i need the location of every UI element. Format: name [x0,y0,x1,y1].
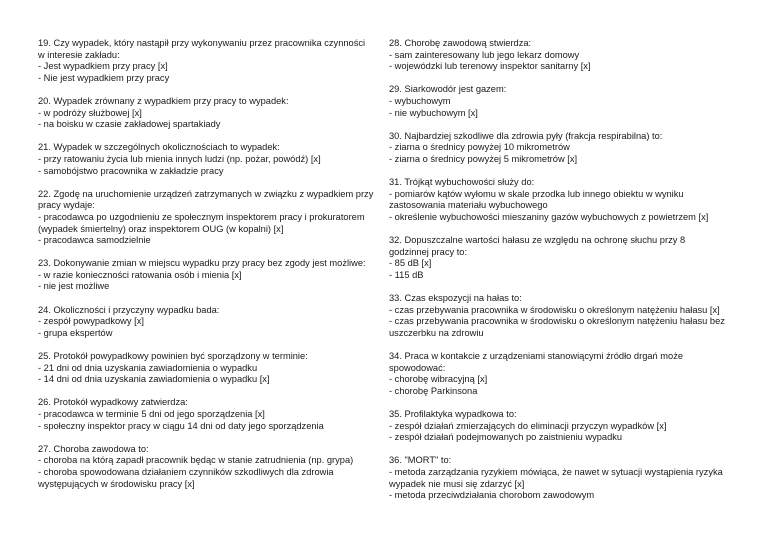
answer-option: - pracodawca samodzielnie [38,235,151,246]
question-text: 30. Najbardziej szkodliwe dla zdrowia pyły (frakcja respirabilna) to: [389,130,663,141]
answer-option: - ziarna o średnicy powyżej 5 mikrometrów [x] [389,153,578,164]
answer-option: - 115 dB [389,269,424,280]
question-text: 26. Protokół wypadkowy zatwierdza: [38,397,188,408]
answer-option: - pracodawca po uzgodnieniu ze społecznym inspektorem pracy i prokuratorem (wypadek śmiertelny) oraz inspektorem OUG (w kopalni) [x] [38,211,365,234]
answer-option: - chorobę Parkinsona [389,385,478,396]
answer-option: - wojewódzki lub terenowy inspektor sanitarny [x] [389,61,591,72]
answer-option: - metoda przeciwdziałania chorobom zawodowym [389,490,595,501]
answer-option: - zespół działań zmierzających do eliminacji przyczyn wypadków [x] [389,420,667,431]
question-block-21 [38,142,374,177]
question-block-32 [389,235,725,281]
left-column [38,38,374,502]
question-text: 34. Praca w kontakcie z urządzeniami stanowiącymi źródło drgań może spowodować: [389,351,684,373]
answer-option: - ziarna o średnicy powyżej 10 mikrometrów [389,142,570,153]
answer-option: - metoda zarządzania ryzykiem mówiąca, że nawet w sytuacji wystąpienia ryzyka wypadek nie musi się zdarzyć [x] [389,466,723,489]
answer-option: - w razie konieczności ratowania osób i mienia [x] [38,269,242,280]
question-block-35 [389,409,725,444]
answer-option: - wybuchowym [389,95,451,106]
question-text: 33. Czas ekspozycji na hałas to: [389,293,522,304]
answer-option: - samobójstwo pracownika w zakładzie pracy [38,165,224,176]
question-block-30 [389,131,725,166]
right-column [389,38,725,513]
answer-option: - grupa ekspertów [38,327,113,338]
answer-option: - nie jest możliwe [38,281,110,292]
answer-option: - w podróży służbowej [x] [38,107,142,118]
question-block-36 [389,455,725,501]
question-text: 22. Zgodę na uruchomienie urządzeń zatrzymanych w związku z wypadkiem przy pracy wydaje: [38,188,374,211]
question-block-26 [38,397,374,432]
answer-option: - określenie wybuchowości mieszaniny gazów wybuchowych z powietrzem [x] [389,211,709,222]
question-block-33 [389,293,725,339]
answer-option: - społeczny inspektor pracy w ciągu 14 dni od daty jego sporządzenia [38,420,324,431]
answer-option: - 85 dB [x] [389,258,432,269]
answer-option: - na boisku w czasie zakładowej spartakiady [38,119,221,130]
answer-option: - czas przebywania pracownika w środowisku o określonym natężeniu hałasu bez uszczerbku na zdrowiu [389,316,725,338]
answer-option: - 21 dni od dnia uzyskania zawiadomienia o wypadku [38,362,258,373]
answer-option: - Nie jest wypadkiem przy pracy [38,72,170,83]
answer-option: - choroba spowodowana działaniem czynników szkodliwych dla zdrowia występujących w środowisku pracy [x] [38,466,334,489]
answer-option: - zespół powypadkowy [x] [38,316,144,327]
question-text: 23. Dokonywanie zmian w miejscu wypadku przy pracy bez zgody jest możliwe: [38,258,366,269]
question-block-25 [38,351,374,386]
answer-option: - pomiarów kątów wyłomu w skale przodka lub innego obiektu w wyniku zastosowania materiału wybuchowego [389,188,684,211]
question-text: 36. "MORT" to: [389,455,452,466]
answer-option: - przy ratowaniu życia lub mienia innych ludzi (np. pożar, powódź) [x] [38,153,321,164]
answer-option: - Jest wypadkiem przy pracy [x] [38,61,168,72]
answer-option: - nie wybuchowym [x] [389,107,478,118]
question-block-29 [389,84,725,119]
question-block-27 [38,444,374,490]
answer-option: - choroba na którą zapadł pracownik będąc w stanie zatrudnienia (np. grypa) [38,455,354,466]
question-block-22 [38,189,374,247]
question-block-34 [389,351,725,397]
question-block-23 [38,258,374,293]
question-block-19 [38,38,374,84]
answer-option: - zespół działań podejmowanych po zaistnieniu wypadku [389,432,623,443]
question-text: 19. Czy wypadek, który nastąpił przy wykonywaniu przez pracownika czynności w interesie zakładu: [38,38,366,60]
question-text: 21. Wypadek w szczególnych okolicznościach to wypadek: [38,142,280,153]
answer-option: - pracodawca w terminie 5 dni od jego sporządzenia [x] [38,409,265,419]
question-block-24 [38,305,374,340]
question-text: 28. Chorobę zawodową stwierdza: [389,38,532,48]
question-block-28 [389,38,725,73]
answer-option: - chorobę wibracyjną [x] [389,374,488,385]
answer-option: - sam zainteresowany lub jego lekarz domowy [389,49,580,60]
question-text: 31. Trójkąt wybuchowości służy do: [389,177,535,188]
question-text: 27. Choroba zawodowa to: [38,443,149,454]
question-text: 24. Okoliczności i przyczyny wypadku bada: [38,304,220,315]
question-text: 20. Wypadek zrównany z wypadkiem przy pracy to wypadek: [38,95,289,106]
question-text: 35. Profilaktyka wypadkowa to: [389,409,517,419]
question-block-31 [389,177,725,223]
answer-option: - czas przebywania pracownika w środowisku o określonym natężeniu hałasu [x] [389,304,720,315]
question-text: 29. Siarkowodór jest gazem: [389,84,507,95]
answer-option: - 14 dni od dnia uzyskania zawiadomienia o wypadku [x] [38,374,270,385]
question-block-20 [38,96,374,131]
question-text: 25. Protokół powypadkowy powinien być sporządzony w terminie: [38,351,308,362]
question-text: 32. Dopuszczalne wartości hałasu ze względu na ochronę słuchu przy 8 godzinnej pracy to: [389,235,686,257]
